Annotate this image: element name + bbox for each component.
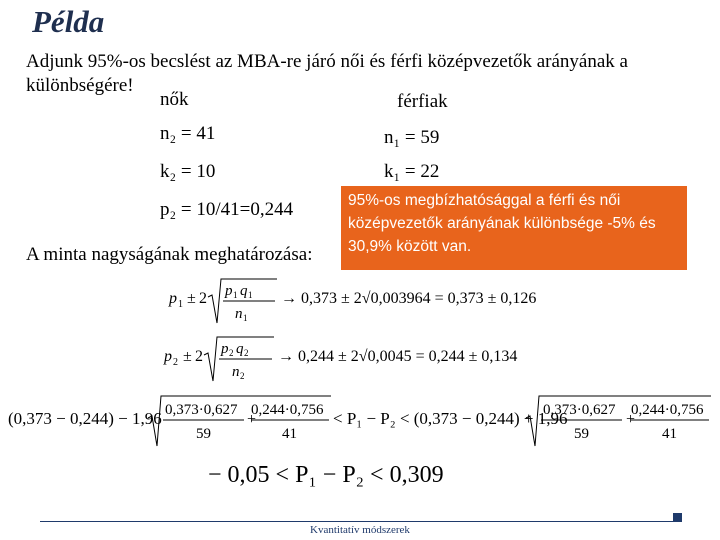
ci-frac-d-num: 0,244·0,756: [631, 402, 704, 418]
k1-value: k₁ = 22: [384, 161, 440, 182]
men-label: férfiak: [397, 91, 448, 112]
ci-middle: < P₁ − P₂ < (0,373 − 0,244) + 1,96: [333, 409, 568, 428]
conclusion-callout: 95%-os megbízhatósággal a férfi és női középvezetők arányának különbsége -5% és 30,9% között van.: [341, 186, 687, 270]
svg-text:2: 2: [229, 348, 234, 358]
svg-text:1: 1: [248, 290, 253, 300]
svg-text:2: 2: [195, 348, 203, 365]
ci-frac-b-num: 0,244·0,756: [251, 402, 324, 418]
p2-value: p₂ = 10/41=0,244: [160, 199, 294, 220]
formula-p1-result: → 0,373 ± 2√0,003964 = 0,373 ± 0,126: [281, 290, 537, 307]
formula-p1: [165, 275, 585, 327]
footer-square: [673, 513, 682, 522]
footer-divider: [40, 521, 680, 522]
svg-text:1: 1: [243, 313, 248, 323]
svg-text:q: q: [236, 341, 244, 357]
svg-text:±: ±: [183, 348, 192, 365]
svg-text:p: p: [169, 290, 177, 307]
ci-frac-a-den: 59: [196, 426, 211, 442]
k2-value: k₂ = 10: [160, 161, 216, 182]
ci-frac-c-den: 59: [574, 426, 589, 442]
svg-text:p: p: [164, 348, 172, 365]
intro-line-1: Adjunk 95%-os becslést az MBA-re járó női és férfi középvezetők arányának a: [26, 51, 628, 72]
svg-text:1: 1: [233, 290, 238, 300]
slide-title: Példa: [32, 4, 105, 39]
svg-text:n: n: [235, 306, 243, 322]
n1-value: n₁ = 59: [384, 127, 440, 148]
intro-text: [26, 50, 628, 98]
svg-text:+: +: [626, 411, 636, 428]
svg-text:p: p: [221, 341, 229, 357]
svg-text:q: q: [240, 283, 248, 299]
svg-text:+: +: [247, 411, 257, 428]
ci-frac-b-den: 41: [282, 426, 297, 442]
svg-text:1: 1: [178, 299, 183, 310]
svg-text:p: p: [225, 283, 233, 299]
svg-text:n: n: [232, 364, 240, 380]
footer-text: Kvantitatív módszerek: [310, 524, 410, 536]
svg-text:2: 2: [240, 371, 245, 381]
ci-left: (0,373 − 0,244) − 1,96: [8, 409, 162, 428]
formula-p2-result: → 0,244 ± 2√0,0045 = 0,244 ± 0,134: [278, 348, 518, 365]
intro-line-2: különbségére!: [26, 75, 134, 96]
svg-text:2: 2: [173, 357, 178, 368]
formula-p2: [160, 333, 580, 385]
svg-text:±: ±: [187, 290, 196, 307]
svg-text:2: 2: [244, 348, 249, 358]
ci-frac-d-den: 41: [662, 426, 677, 442]
sample-size-label: A minta nagyságának meghatározása:: [26, 244, 313, 265]
ci-frac-c-num: 0,373·0,627: [543, 402, 616, 418]
ci-frac-a-num: 0,373·0,627: [165, 402, 238, 418]
women-label: nők: [160, 89, 189, 110]
final-interval: − 0,05 < P₁ − P₂ < 0,309: [208, 462, 444, 488]
n2-value: n₂ = 41: [160, 123, 216, 144]
svg-text:2: 2: [199, 290, 207, 307]
ci-formula: [6, 392, 716, 450]
